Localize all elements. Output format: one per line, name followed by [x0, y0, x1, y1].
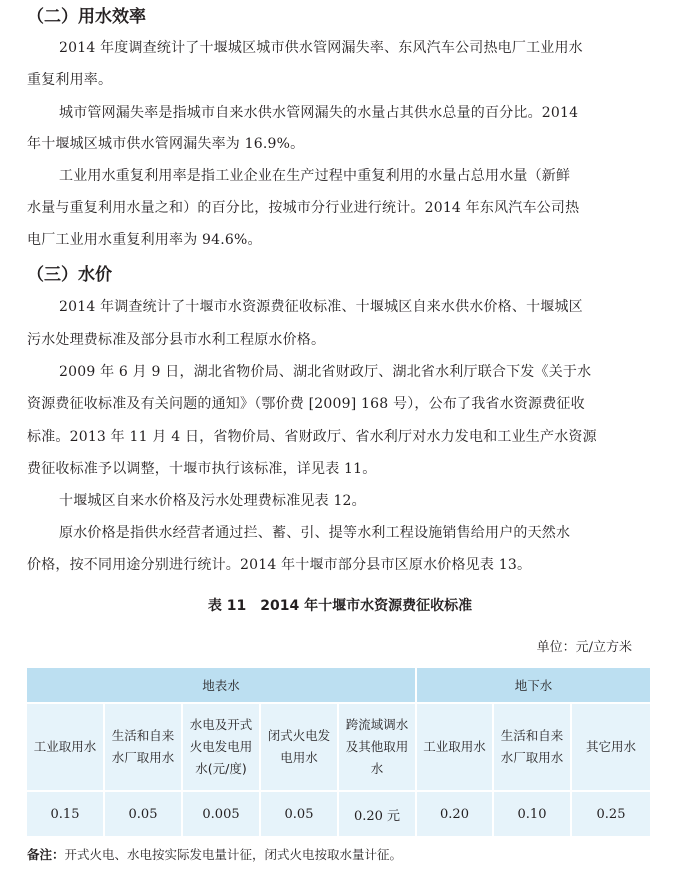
paragraph-line: 年十堰城区城市供水管网漏失率为 16.9%。 — [27, 136, 305, 152]
paragraph-line: 重复利用率。 — [27, 72, 113, 88]
paragraph-line: 2014 年调查统计了十堰市水资源费征收标准、十堰城区自来水供水价格、十堰城区 — [59, 299, 583, 315]
table-cell: 0.05 — [260, 791, 338, 837]
paragraph-line: 标准。2013 年 11 月 4 日，省物价局、省财政厅、省水利厅对水力发电和工业生产水资源 — [27, 429, 597, 445]
paragraph-line: 水量与重复利用水量之和）的百分比，按城市分行业进行统计。2014 年东风汽车公司热 — [27, 200, 580, 216]
column-header: 其它用水 — [571, 703, 650, 791]
table-cell: 0.20 — [416, 791, 493, 837]
column-header: 闭式火电发 电用水 — [260, 703, 338, 791]
table-row — [27, 791, 650, 837]
note-label: 备注： — [27, 847, 65, 862]
table-cell: 0.20 元 — [338, 791, 416, 837]
section-heading-water-price: （三）水价 — [27, 265, 112, 285]
paragraph-line: 2009 年 6 月 9 日，湖北省物价局、湖北省财政厅、湖北省水利厅联合下发《关于水 — [59, 364, 592, 380]
table-note — [27, 845, 402, 865]
table-cell: 0.25 — [571, 791, 650, 837]
table-cell: 0.005 — [182, 791, 260, 837]
column-header: 生活和自来 水厂取用水 — [104, 703, 182, 791]
table-cell: 0.10 — [493, 791, 571, 837]
column-header: 水电及开式 火电发电用 水(元/度) — [182, 703, 260, 791]
table-unit: 单位：元/立方米 — [536, 640, 632, 655]
water-resource-fee-table — [27, 668, 650, 838]
group-header-surface-water: 地表水 — [27, 668, 416, 703]
paragraph-line: 电厂工业用水重复利用率为 94.6%。 — [27, 232, 262, 248]
paragraph-line: 价格，按不同用途分别进行统计。2014 年十堰市部分县市区原水价格见表 13。 — [27, 557, 532, 573]
paragraph-line: 原水价格是指供水经营者通过拦、蓄、引、提等水利工程设施销售给用户的天然水 — [59, 525, 571, 541]
paragraph-line: 2014 年度调查统计了十堰城区城市供水管网漏失率、东风汽车公司热电厂工业用水 — [59, 40, 583, 56]
paragraph-line: 工业用水重复利用率是指工业企业在生产过程中重复利用的水量占总用水量（新鲜 — [59, 168, 571, 184]
paragraph-line: 费征收标准予以调整，十堰市执行该标准，详见表 11。 — [27, 461, 377, 477]
section-heading-water-efficiency: （二）用水效率 — [27, 7, 146, 27]
column-header: 工业取用水 — [27, 703, 104, 791]
paragraph-line: 十堰城区自来水价格及污水处理费标准见表 12。 — [59, 493, 366, 509]
paragraph-line: 城市管网漏失率是指城市自来水供水管网漏失的水量占其供水总量的百分比。2014 — [59, 105, 579, 121]
column-header: 工业取用水 — [416, 703, 493, 791]
table-cell: 0.05 — [104, 791, 182, 837]
column-header: 跨流域调水 及其他取用 水 — [338, 703, 416, 791]
table-cell: 0.15 — [27, 791, 104, 837]
note-text: 开式火电、水电按实际发电量计征，闭式火电按取水量计征。 — [64, 847, 403, 862]
table-caption: 表 11 2014 年十堰市水资源费征收标准 — [207, 598, 473, 614]
table-group-header-row — [27, 668, 650, 703]
column-header: 生活和自来 水厂取用水 — [493, 703, 571, 791]
group-header-groundwater: 地下水 — [416, 668, 650, 703]
paragraph-line: 资源费征收标准及有关问题的通知》（鄂价费 [2009] 168 号），公布了我省水资源费征收 — [27, 396, 585, 412]
paragraph-line: 污水处理费标准及部分县市水利工程原水价格。 — [27, 332, 326, 348]
table-column-header-row — [27, 703, 650, 791]
